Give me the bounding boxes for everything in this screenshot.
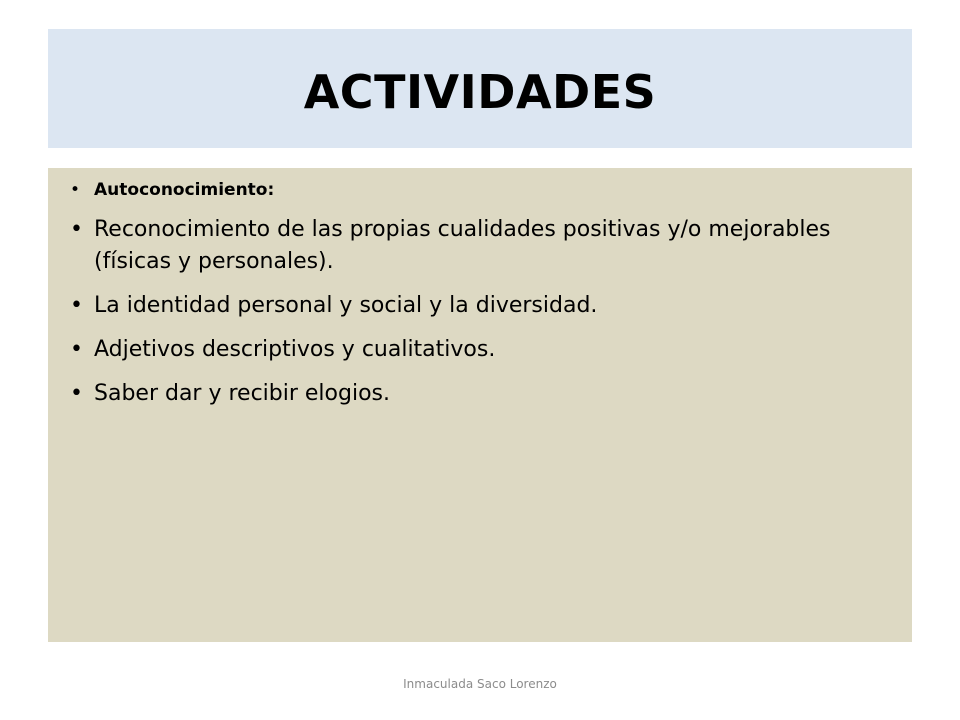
bullet-icon: • (70, 217, 83, 242)
slide-title: ACTIVIDADES (303, 64, 657, 119)
bullet-item (70, 378, 882, 410)
bullet-icon: • (70, 180, 81, 200)
bullet-item (70, 334, 882, 366)
bullet-icon: • (70, 293, 83, 318)
bullet-item (70, 214, 882, 278)
bullet-text: Autoconocimiento: (94, 180, 275, 200)
content-box (48, 168, 912, 642)
bullet-text: Adjetivos descriptivos y cualitativos. (94, 337, 496, 362)
bullet-icon: • (70, 381, 83, 406)
bullet-item (70, 290, 882, 322)
title-box (48, 29, 912, 148)
bullet-text: Saber dar y recibir elogios. (94, 381, 391, 406)
bullet-icon: • (70, 337, 83, 362)
bullet-item (70, 178, 882, 202)
bullet-list (70, 178, 882, 410)
bullet-text: Reconocimiento de las propias cualidades positivas y/o mejorables (físicas y personales). (94, 217, 831, 274)
bullet-text: La identidad personal y social y la diversidad. (94, 293, 598, 318)
slide-footer: Inmaculada Saco Lorenzo (403, 677, 557, 691)
